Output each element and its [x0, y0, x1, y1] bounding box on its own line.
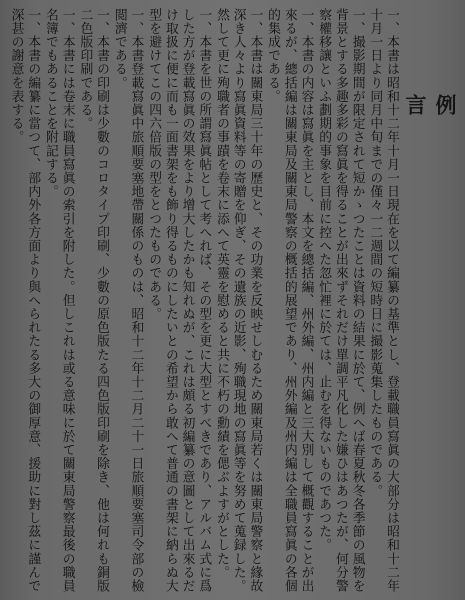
- body-text: [7, 8, 399, 594]
- entry-5: 一、本書を世の所謂寫眞帖として考へれば、その型を更に大型とすべきであり、アルバム式に爲した方が登載寫眞の效果をより增大したかも知れぬが、これは頗る初編纂の意圖として出來るだけ取扱に便に而も一面書架をも飾り得るものにしたいとの希望から敢へて普通の書架に納らぬ大型を避けてこの四六倍版の型をとつたものである。: [146, 8, 212, 593]
- entry-1: 一、本書は昭和十二年十月一日現在を以て編纂の基準とし、登載職員寫眞の大部分は昭和十二年十月一日より同月中旬までの僅々一二週間の短時日に撮影蒐集したものである。: [367, 8, 399, 593]
- entry-8: 一、本書には卷末に職員寫眞の索引を附した。但しこれは或る意味に於て關東局警察最後の職員名簿でもあることを附記する。: [42, 8, 75, 593]
- entry-7: 一、本書の印刷は少數のコロタイプ印刷、少數の原色版たる四色版印刷を除き、他は何れも銅版二色版印刷である。: [77, 8, 110, 593]
- entry-4: 一、本書は關東局三十年の歷史と、その功業を反映せしむるため關東局若くは關東局警察と緣故深き人々より寫眞資料等の寄贈を仰ぎ、その遺族の近影、殉職現地の寫眞等を努めて蒐録した。然して更に殉職者の事蹟を卷末に添へて英靈を慰めると共に不朽の勳績を偲ぶよすがとした。: [213, 8, 263, 593]
- entry-6: 一、本書登載寫眞中旅順要塞地帶關係のものは、昭和十二年十二月二十一日旅順要塞司令部の檢閲濟である。: [111, 8, 144, 593]
- page-heading: 例 言: [403, 94, 458, 316]
- entry-3: 一、本書の内容は寫眞を主とし、本文を總括編、州外編、州内編と三大別して概觀することが出來るが、總括編は關東局及關東局警察の概括的展望であり、州外編及州内編は全職員寫眞の各個的集成である。: [265, 8, 314, 593]
- entry-9: 一、本書の編纂に當つて、部内外各方面より與へられたる多大の御厚意、援助に對し茲に謹んで深甚の謝意を表する。: [8, 8, 41, 593]
- entry-2: 一、撮影期間が限定されて短かゝつたことは資料の結果に於て、例へば春夏秋冬各季節の風物を背景とする多趣多彩の寫眞を得ることが出來ずそれだけ單調平凡化した嫌ひはあつたが、何分警察權移讓といふ劃期的事象を目前に控へた忽忙裡に於ては、止むを得ないものであつた。: [316, 8, 365, 593]
